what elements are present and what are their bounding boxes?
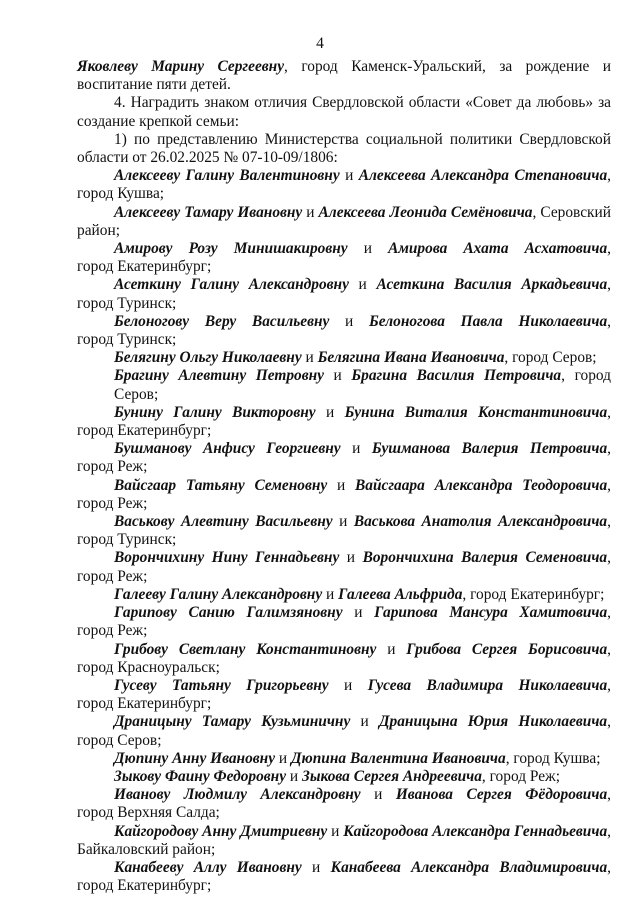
husband-name: Бунина Виталия Константиновича (344, 403, 608, 421)
awardee-entry (77, 604, 611, 640)
husband-name: Вайсгаара Александра Теодоровича (354, 476, 608, 494)
entry-line: Дюпину Анну Ивановну и Дюпина Валентина Ивановича, город Кушва; (114, 749, 601, 767)
entry-line: Алексееву Галину Валентиновну и Алексеева Александра Степановича, (114, 167, 611, 185)
awardee-list (77, 167, 611, 895)
awardee-entry (77, 367, 611, 403)
wife-name: Драницыну Тамару Кузьминичну (114, 713, 351, 731)
wife-name: Бушманову Анфису Георгиевну (114, 440, 341, 458)
wife-name: Кайгородову Анну Дмитриевну (114, 822, 328, 840)
conjunction: и (301, 349, 318, 367)
awardee-entry (77, 823, 611, 859)
conjunction: и (323, 367, 352, 385)
conjunction: и (302, 203, 319, 221)
wife-name: Гусеву Татьяну Григорьевну (114, 676, 329, 694)
entry-line: Драницыну Тамару Кузьминичну и Драницына Юрия Николаевича, (114, 713, 611, 731)
husband-name: Белоногова Павла Николаевича (369, 312, 608, 330)
awardee-entry (77, 786, 611, 822)
wife-name: Ворончихину Нину Геннадьевну (114, 549, 340, 567)
conjunction: и (347, 240, 389, 258)
entry-line: Ворончихину Нину Геннадьевну и Ворончихина Валерия Семеновича, (114, 549, 611, 567)
husband-name: Асеткина Василия Аркадьевича (376, 276, 608, 294)
awardee-entry (77, 204, 611, 240)
conjunction: и (301, 858, 331, 876)
entry-line: Алексееву Тамару Ивановну и Алексеева Леонида Семёновича, Серовский (114, 203, 611, 221)
conjunction: и (329, 312, 369, 330)
husband-name: Алексеева Александра Степановича (358, 167, 608, 185)
place-name: город Верхняя Салда; (77, 804, 220, 822)
place-name: город Серов; (512, 349, 597, 367)
wife-name: Иванову Людмилу Александровну (114, 786, 361, 804)
place-name: город Екатеринбург; (77, 877, 212, 895)
wife-name: Бунину Галину Викторовну (114, 403, 316, 421)
place-name: город Реж; (77, 622, 148, 640)
awardee-entry (77, 513, 611, 549)
wife-name: Галееву Галину Александровну (114, 585, 323, 603)
wife-name: Гарипову Санию Галимзяновну (114, 604, 343, 622)
conjunction: и (339, 167, 359, 185)
awardee-entry (77, 750, 611, 768)
wife-name: Алексееву Галину Валентиновну (114, 167, 340, 185)
conjunction: и (322, 585, 339, 603)
conjunction: и (342, 604, 375, 622)
awardee-entry (77, 313, 611, 349)
place-name: город Туринск; (77, 331, 177, 349)
entry-line: Белоногову Веру Васильевну и Белоногова Павла Николаевича, (114, 312, 611, 330)
wife-name: Грибову Светлану Константиновну (114, 640, 377, 658)
husband-name: Васькова Анатолия Александровича (353, 513, 608, 531)
husband-name: Иванова Сергея Фёдоровича (395, 786, 608, 804)
husband-name: Ворончихина Валерия Семеновича (362, 549, 608, 567)
conjunction: и (340, 440, 372, 458)
document-body (77, 58, 611, 895)
awardee-entry (77, 549, 611, 585)
entry-line: Кайгородову Анну Дмитриевну и Кайгородова Александра Геннадьевича, (114, 822, 612, 840)
awardee-entry (77, 768, 611, 786)
place-name: город Реж; (77, 567, 148, 585)
place-name: город Екатеринбург; (77, 695, 212, 713)
husband-name: Кайгородова Александра Геннадьевича (343, 822, 608, 840)
wife-name: Асеткину Галину Александровну (114, 276, 349, 294)
husband-name: Белягина Ивана Ивановича (317, 349, 505, 367)
place-name: город Екатеринбург; (77, 422, 212, 440)
conjunction: и (327, 476, 355, 494)
page-number: 4 (316, 35, 324, 52)
awardee-entry (77, 713, 611, 749)
entry-line: Гарипову Санию Галимзяновну и Гарипова Мансура Хамитовича, (114, 604, 612, 622)
intro-paragraph (77, 58, 611, 94)
husband-name: Алексеева Леонида Семёновича (318, 203, 533, 221)
entry-line: Васькову Алевтину Васильевну и Васькова Анатолия Александровича, (114, 513, 611, 531)
entry-line: Белягину Ольгу Николаевну и Белягина Ивана Ивановича, город Серов; (114, 349, 597, 367)
entry-line: Бунину Галину Викторовну и Бунина Виталия Константиновича, (114, 403, 611, 421)
awardee-entry (77, 404, 611, 440)
entry-line: Амирову Розу Минишакировну и Амирова Ахата Асхатовича, (114, 240, 611, 258)
conjunction: и (348, 276, 377, 294)
husband-name: Канабеева Александра Владимировича (330, 858, 608, 876)
place-name: город Туринск; (77, 531, 177, 549)
intro-text: , город Каменск-Уральский, за рождение и воспитание пяти детей. (77, 58, 611, 94)
awardee-entry (77, 349, 611, 367)
subitem-1-paragraph: 1) по представлению Министерства социальной политики Свердловской области от 26.02.2025 № 07-10-09/1806: (77, 130, 611, 167)
place-name: город Реж; (77, 458, 148, 476)
place-name: город Туринск; (77, 294, 177, 312)
awardee-entry (77, 240, 611, 276)
place-name-rest: район; (77, 221, 120, 239)
husband-name: Амирова Ахата Асхатовича (388, 240, 608, 258)
awardee-entry (77, 677, 611, 713)
wife-name: Амирову Розу Минишакировну (114, 240, 348, 258)
place-name: Байкаловский район; (77, 840, 216, 858)
place-name: город Екатеринбург; (77, 258, 212, 276)
wife-name: Брагину Алевтину Петровну (114, 367, 324, 385)
place-name: город Серов; (114, 367, 611, 403)
conjunction: и (332, 513, 354, 531)
awardee-entry (77, 167, 611, 203)
conjunction: и (286, 767, 302, 785)
awardee-name: Яковлеву Марину Сергеевну (77, 58, 285, 75)
wife-name: Белоногову Веру Васильевну (114, 312, 330, 330)
entry-line: Иванову Людмилу Александровну и Иванова Сергея Фёдоровича, (114, 786, 612, 804)
conjunction: и (327, 822, 344, 840)
conjunction: и (360, 786, 396, 804)
conjunction: и (275, 749, 291, 767)
place-name: город Реж; (489, 767, 560, 785)
entry-line: Галееву Галину Александровну и Галеева Альфрида, город Екатеринбург; (114, 585, 605, 603)
place-name: город Красноуральск; (77, 658, 220, 676)
awardee-entry (77, 641, 611, 677)
entry-line: Бушманову Анфису Георгиевну и Бушманова Валерия Петровича, (114, 440, 611, 458)
place-name: город Серов; (77, 731, 162, 749)
awardee-entry (77, 859, 611, 895)
awardee-entry (77, 477, 611, 513)
husband-name: Брагина Василия Петровича (351, 367, 562, 385)
entry-line: Асеткину Галину Александровну и Асеткина Василия Аркадьевича, (114, 276, 611, 294)
husband-name: Зыкова Сергея Андреевича (301, 767, 482, 785)
husband-name: Гарипова Мансура Хамитовича (374, 604, 608, 622)
entry-line: Канабееву Аллу Ивановну и Канабеева Александра Владимировича, (114, 858, 611, 876)
entry-line: Зыкову Фаину Федоровну и Зыкова Сергея Андреевича, город Реж; (114, 767, 560, 785)
place-name: город Кушва; (513, 749, 601, 767)
conjunction: и (315, 403, 345, 421)
conjunction: и (328, 676, 368, 694)
husband-name: Гусева Владимира Николаевича (367, 676, 608, 694)
entry-line: Брагину Алевтину Петровну и Брагина Василия Петровича, город Серов; (114, 367, 611, 403)
place-name: город Екатеринбург; (470, 585, 605, 603)
conjunction: и (339, 549, 363, 567)
wife-name: Дюпину Анну Ивановну (114, 749, 276, 767)
wife-name: Канабееву Аллу Ивановну (114, 858, 302, 876)
husband-name: Дюпина Валентина Ивановича (291, 749, 506, 767)
awardee-entry (77, 276, 611, 312)
conjunction: и (376, 640, 407, 658)
husband-name: Драницына Юрия Николаевича (379, 713, 608, 731)
wife-name: Зыкову Фаину Федоровну (114, 767, 287, 785)
husband-name: Галеева Альфрида (338, 585, 463, 603)
wife-name: Белягину Ольгу Николаевну (114, 349, 302, 367)
wife-name: Алексееву Тамару Ивановну (114, 203, 303, 221)
entry-line: Грибову Светлану Константиновну и Грибова Сергея Борисовича, (114, 640, 611, 658)
awardee-entry (77, 586, 611, 604)
place-name-part: Серовский (540, 203, 611, 221)
place-name: город Реж; (77, 494, 148, 512)
awardee-entry (77, 440, 611, 476)
entry-line: Гусеву Татьяну Григорьевну и Гусева Владимира Николаевича, (114, 676, 611, 694)
conjunction: и (350, 713, 380, 731)
wife-name: Васькову Алевтину Васильевну (114, 513, 333, 531)
item-4-paragraph: 4. Наградить знаком отличия Свердловской области «Совет да любовь» за создание крепкой семьи: (77, 94, 611, 130)
wife-name: Вайсгаар Татьяну Семеновну (114, 476, 328, 494)
husband-name: Бушманова Валерия Петровича (371, 440, 608, 458)
place-name: город Кушва; (77, 185, 165, 203)
husband-name: Грибова Сергея Борисовича (406, 640, 608, 658)
entry-line: Вайсгаар Татьяну Семеновну и Вайсгаара Александра Теодоровича, (114, 476, 611, 494)
